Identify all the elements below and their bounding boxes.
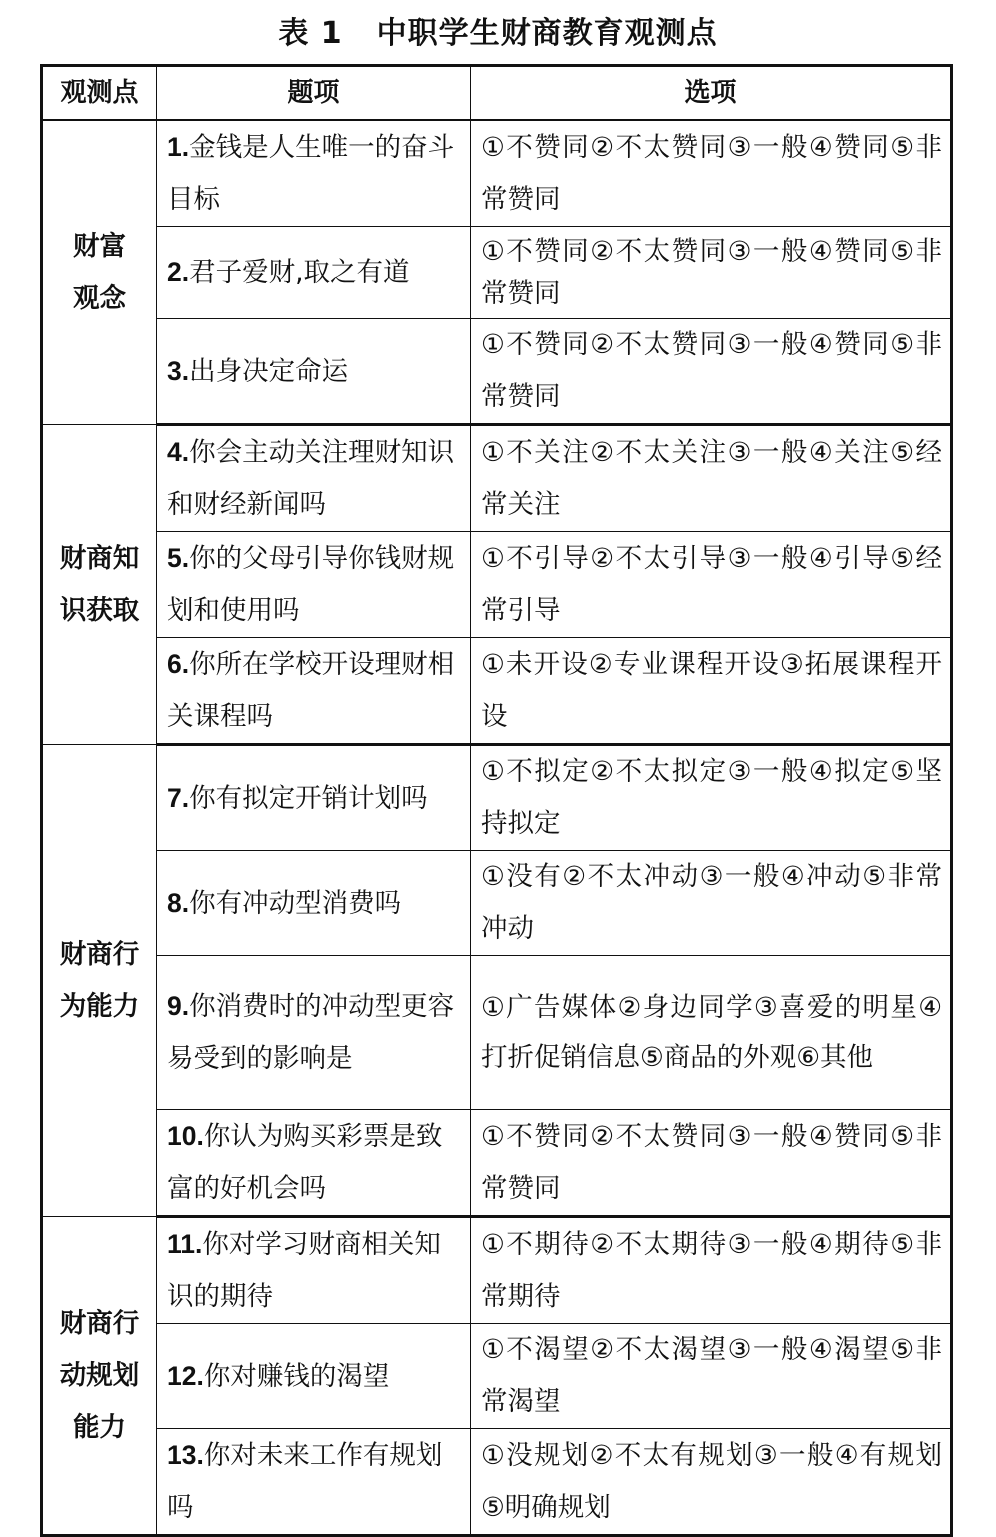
table-row (42, 1429, 952, 1536)
question-cell (157, 1217, 471, 1324)
question-number: 3. (167, 355, 190, 386)
question-number: 11. (167, 1229, 203, 1259)
options-cell: ①没规划②不太有规划③一般④有规划⑤明确规划 (471, 1429, 952, 1536)
question-text: 君子爱财,取之有道 (189, 257, 410, 288)
question-text: 你对赚钱的渴望 (203, 1360, 390, 1392)
question-cell (157, 956, 471, 1110)
question-number: 6. (167, 649, 190, 679)
question-text: 你消费时的冲动型更容易受到的影响是 (167, 991, 455, 1074)
question-cell (157, 425, 471, 532)
options-cell: ①未开设②专业课程开设③拓展课程开设 (471, 638, 952, 745)
question-cell (157, 851, 471, 956)
question-text: 你有冲动型消费吗 (189, 887, 402, 919)
question-number: 9. (167, 991, 190, 1021)
question-number: 2. (167, 257, 190, 287)
question-cell (157, 745, 471, 851)
options-cell: ①广告媒体②身边同学③喜爱的明星④打折促销信息⑤商品的外观⑥其他 (471, 956, 952, 1110)
table-title (0, 8, 996, 60)
category-cell (42, 120, 157, 425)
question-cell (157, 120, 471, 227)
table-title-text: 中职学生财商教育观测点 (376, 16, 718, 51)
question-cell (157, 532, 471, 638)
table-row (42, 638, 952, 745)
options-cell: ①不引导②不太引导③一般④引导⑤经常引导 (471, 532, 952, 638)
question-text: 你对未来工作有规划吗 (167, 1440, 443, 1523)
question-text: 你对学习财商相关知识的期待 (167, 1229, 441, 1312)
question-text: 你会主动关注理财知识和财经新闻吗 (167, 437, 455, 520)
table-row (42, 120, 952, 227)
header-row (42, 66, 952, 121)
question-number: 12. (167, 1360, 204, 1391)
options-cell: ①没有②不太冲动③一般④冲动⑤非常冲动 (471, 851, 952, 956)
options-cell: ①不赞同②不太赞同③一般④赞同⑤非常赞同 (471, 319, 952, 425)
question-number: 7. (167, 782, 190, 813)
category-label: 财富观念 (73, 230, 126, 314)
question-number: 1. (167, 132, 190, 162)
table-row (42, 851, 952, 956)
observation-table (40, 64, 953, 1537)
table-row (42, 319, 952, 425)
question-number: 5. (167, 543, 190, 573)
table-row (42, 227, 952, 319)
table-number: 表 1 (278, 16, 343, 51)
question-text: 你有拟定开销计划吗 (189, 782, 428, 814)
table-row (42, 1324, 952, 1429)
table-row (42, 425, 952, 532)
options-cell: ①不渴望②不太渴望③一般④渴望⑤非常渴望 (471, 1324, 952, 1429)
question-cell (157, 319, 471, 425)
question-number: 4. (167, 437, 190, 467)
question-text: 出身决定命运 (189, 355, 349, 387)
question-text: 你认为购买彩票是致富的好机会吗 (167, 1121, 443, 1204)
question-number: 8. (167, 887, 190, 918)
header-category: 观测点 (42, 66, 157, 121)
question-cell (157, 1110, 471, 1217)
options-cell: ①不期待②不太期待③一般④期待⑤非常期待 (471, 1217, 952, 1324)
table-row (42, 956, 952, 1110)
question-cell (157, 1429, 471, 1536)
question-text: 你的父母引导你钱财规划和使用吗 (167, 543, 455, 626)
question-number: 10. (167, 1121, 204, 1151)
table-row (42, 532, 952, 638)
question-cell (157, 1324, 471, 1429)
question-text: 你所在学校开设理财相关课程吗 (167, 649, 455, 732)
category-cell (42, 1217, 157, 1536)
table-row (42, 745, 952, 851)
category-cell (42, 425, 157, 745)
question-cell (157, 227, 471, 319)
table-row (42, 1217, 952, 1324)
question-text: 金钱是人生唯一的奋斗目标 (167, 132, 455, 215)
options-cell: ①不关注②不太关注③一般④关注⑤经常关注 (471, 425, 952, 532)
table-row (42, 1110, 952, 1217)
header-options: 选项 (471, 66, 952, 121)
category-cell (42, 745, 157, 1217)
question-cell (157, 638, 471, 745)
question-number: 13. (167, 1440, 204, 1470)
category-label: 财商行动规划能力 (59, 1307, 140, 1443)
category-label: 财商知识获取 (59, 542, 140, 626)
options-cell: ①不拟定②不太拟定③一般④拟定⑤坚持拟定 (471, 745, 952, 851)
options-cell: ①不赞同②不太赞同③一般④赞同⑤非常赞同 (471, 120, 952, 227)
options-cell: ①不赞同②不太赞同③一般④赞同⑤非常赞同 (471, 1110, 952, 1217)
options-cell: ①不赞同②不太赞同③一般④赞同⑤非常赞同 (471, 227, 952, 319)
category-label: 财商行为能力 (59, 938, 140, 1022)
header-question: 题项 (157, 66, 471, 121)
